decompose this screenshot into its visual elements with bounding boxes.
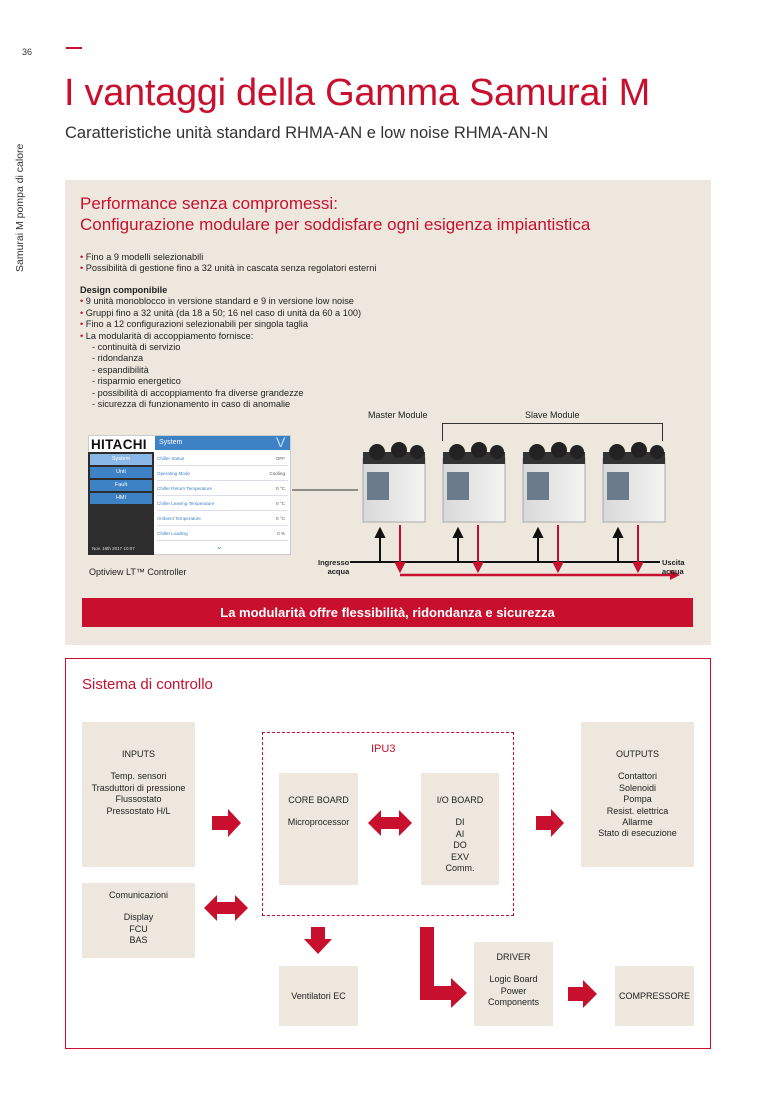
- control-heading: Sistema di controllo: [82, 676, 213, 693]
- driver-box: [474, 942, 553, 1026]
- accent-dash: [66, 47, 82, 49]
- inputs-item: Temp. sensori: [110, 771, 167, 782]
- comms-title: Comunicazioni: [108, 890, 169, 900]
- fans-box: [279, 966, 358, 1026]
- outputs-item: Pompa: [623, 794, 652, 805]
- v-logo-icon: V: [276, 434, 286, 450]
- hmi-row: Chiller Loading 0 %: [157, 527, 288, 541]
- bullet-item: • Gruppi fino a 32 unità (da 18 a 50; 16 nel caso di unità da 60 a 100): [80, 308, 361, 319]
- driver-item: Power: [500, 985, 527, 996]
- io-item: DO: [453, 840, 467, 851]
- inputs-box: [82, 722, 195, 867]
- page-title: I vantaggi della Gamma Samurai M: [64, 72, 650, 114]
- slave-module-label: Slave Module: [525, 410, 580, 420]
- hmi-date: Nov. 16th 2017 10:07: [92, 546, 135, 551]
- io-title: I/O BOARD: [436, 795, 484, 805]
- sub-item: - ridondanza: [92, 353, 144, 364]
- modules-illustration: [355, 438, 680, 528]
- comms-box: [82, 883, 195, 958]
- inputs-item: Trasduttori di pressione: [91, 782, 186, 793]
- performance-heading: [80, 193, 590, 235]
- module-unit: [603, 442, 665, 522]
- io-item: Comm.: [445, 863, 475, 874]
- hmi-row: Operating Mode Cooling: [157, 467, 288, 481]
- core-title: CORE BOARD: [288, 795, 349, 805]
- bullet-item: • La modularità di accoppiamento fornisce:: [80, 331, 361, 342]
- hmi-row: Chiller Leaving Temperature 0 °C: [157, 497, 288, 511]
- io-item: EXV: [450, 851, 469, 862]
- bullet-item: • 9 unità monoblocco in versione standard e 9 in versione low noise: [80, 296, 361, 307]
- outputs-item: Stato di esecuzione: [598, 828, 677, 839]
- chevron-down-icon[interactable]: ⌄: [216, 542, 223, 551]
- comms-item: FCU: [129, 923, 148, 934]
- top-bullets: [80, 252, 376, 275]
- fans-label: Ventilatori EC: [291, 991, 346, 1001]
- modularity-banner: La modularità offre flessibilità, ridondanza e sicurezza: [82, 598, 693, 627]
- sub-item: - possibilità di accoppiamento fra diverse grandezze: [92, 387, 304, 398]
- water-piping: [350, 525, 690, 580]
- design-list: [80, 285, 361, 410]
- sub-item: - continuità di servizio: [92, 342, 181, 353]
- hmi-link-line: [290, 485, 360, 495]
- hmi-tab-hmi[interactable]: HMI: [90, 493, 152, 504]
- master-module-label: Master Module: [368, 410, 428, 420]
- hitachi-logo: HITACHI: [91, 437, 147, 452]
- hmi-row: Chiller Return Temperature 0 °C: [157, 482, 288, 496]
- module-unit: [523, 442, 585, 522]
- sub-item: - espandibilità: [92, 364, 149, 375]
- driver-item: Components: [487, 997, 540, 1008]
- design-title: Design componibile: [80, 285, 168, 295]
- outputs-item: Allarme: [622, 817, 653, 828]
- driver-title: DRIVER: [496, 952, 531, 962]
- hmi-row: Ambient Temperature 0 °C: [157, 512, 288, 526]
- comms-item: Display: [123, 912, 154, 923]
- io-board-box: [421, 773, 499, 885]
- driver-item: Logic Board: [489, 974, 538, 985]
- module-unit: [363, 442, 425, 522]
- compressor-label: COMPRESSORE: [618, 991, 690, 1001]
- sub-item: - sicurezza di funzionamento in caso di anomalie: [92, 399, 291, 410]
- hmi-row: Chiller Status OFF: [157, 452, 288, 466]
- performance-heading-line1: Performance senza compromessi:: [80, 194, 338, 213]
- hmi-tab-fault[interactable]: Fault: [90, 480, 152, 491]
- outputs-item: Resist. elettrica: [606, 805, 669, 816]
- compressor-box: [615, 966, 694, 1026]
- module-unit: [443, 442, 505, 522]
- io-item: DI: [455, 817, 465, 828]
- inputs-title: INPUTS: [121, 749, 155, 759]
- hmi-title-bar: System: [155, 436, 290, 450]
- performance-heading-line2: Configurazione modulare per soddisfare ogni esigenza impiantistica: [80, 215, 591, 234]
- bullet-item: • Fino a 9 modelli selezionabili: [80, 252, 376, 263]
- io-item: AI: [455, 828, 465, 839]
- core-item: Microprocessor: [287, 817, 350, 828]
- ipu3-label: IPU3: [371, 743, 396, 755]
- outputs-item: Contattori: [617, 771, 658, 782]
- outputs-box: [581, 722, 694, 867]
- core-board-box: [279, 773, 358, 885]
- outputs-item: Solenoidi: [618, 782, 657, 793]
- sub-item: - risparmio energetico: [92, 376, 181, 387]
- inputs-item: Flussostato: [115, 794, 162, 805]
- water-in-label: Ingresso acqua: [318, 558, 350, 576]
- page-number: 36: [22, 47, 33, 57]
- bullet-item: • Possibilità di gestione fino a 32 unità in cascata senza regolatori esterni: [80, 263, 376, 274]
- inputs-item: Pressostato H/L: [106, 805, 171, 816]
- hmi-tab-unit[interactable]: Unit: [90, 467, 152, 478]
- bullet-item: • Fino a 12 configurazioni selezionabili per singola taglia: [80, 319, 361, 330]
- outputs-title: OUTPUTS: [615, 749, 659, 759]
- hmi-nav: [88, 452, 154, 555]
- side-label: Samurai M pompa di calore: [14, 143, 26, 272]
- page-subtitle: Caratteristiche unità standard RHMA-AN e low noise RHMA-AN-N: [65, 124, 549, 142]
- hmi-tab-system[interactable]: System: [90, 454, 152, 465]
- water-out-label: Uscita acqua: [662, 558, 685, 576]
- controller-label: Optiview LT™ Controller: [89, 567, 187, 577]
- comms-item: BAS: [129, 935, 148, 946]
